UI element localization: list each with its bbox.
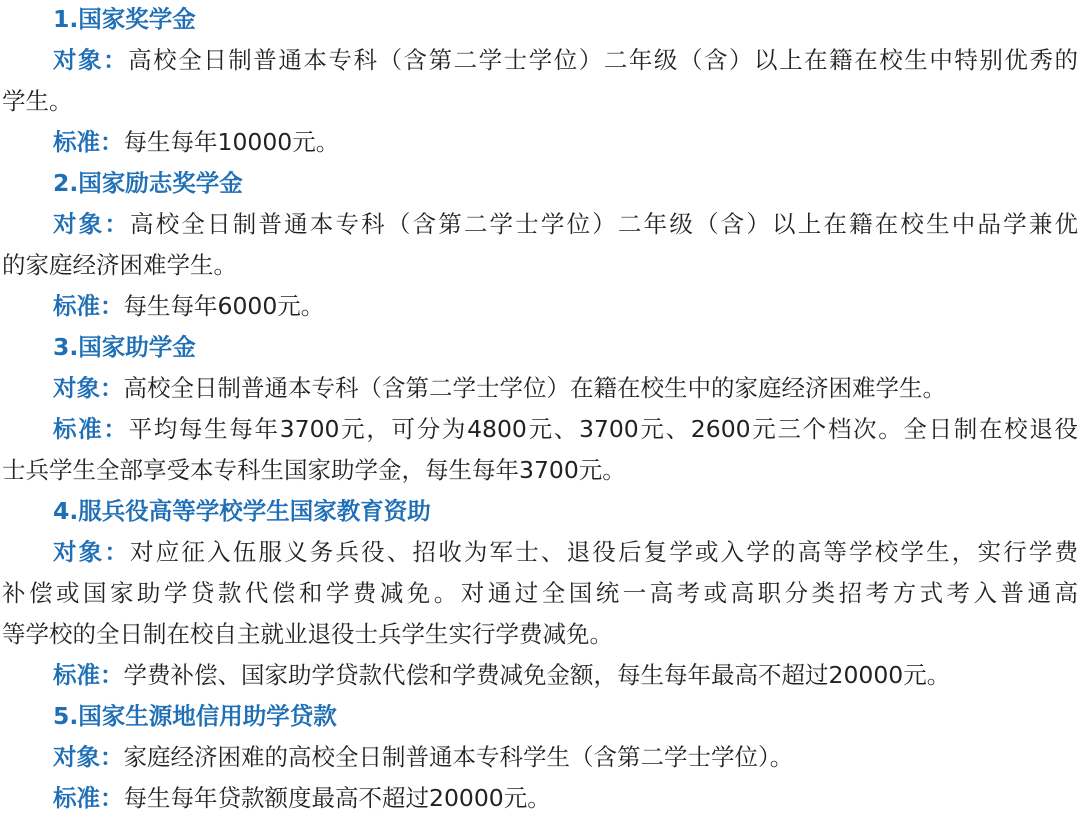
standard-line	[0, 410, 1080, 448]
section-heading: 2.国家励志奖学金	[53, 169, 243, 197]
target-label: 对象：	[53, 46, 129, 74]
section-heading: 1.国家奖学金	[53, 5, 196, 33]
standard-line	[0, 287, 1080, 325]
standard-line	[0, 656, 1080, 694]
target-line	[0, 41, 1080, 79]
target-text: 高校全日制普通本专科（含第二学士学位）在籍在校生中的家庭经济困难学生。	[123, 374, 946, 402]
target-label: 对象：	[53, 538, 131, 566]
target-text: 高校全日制普通本专科（含第二学士学位）二年级（含）以上在籍在校生中特别优秀的	[128, 46, 1079, 74]
standard-label: 标准：	[53, 784, 124, 812]
target-line	[0, 369, 1080, 407]
target-label: 对象：	[53, 374, 124, 402]
standard-label: 标准：	[53, 292, 124, 320]
section-heading: 4.服兵役高等学校学生国家教育资助	[53, 497, 431, 525]
target-line-cont: 等学校的全日制在校自主就业退役士兵学生实行学费减免。	[2, 620, 613, 648]
standard-line	[0, 779, 1080, 817]
standard-text: 每生每年6000元。	[123, 292, 325, 320]
standard-label: 标准：	[53, 415, 129, 443]
target-line	[0, 533, 1080, 571]
section-heading: 3.国家助学金	[53, 333, 196, 361]
target-line	[0, 205, 1080, 243]
target-line	[0, 738, 1080, 776]
target-line-cont: 学生。	[2, 87, 73, 115]
standard-text: 每生每年贷款额度最高不超过20000元。	[123, 784, 551, 812]
target-label: 对象：	[53, 743, 124, 771]
standard-line	[0, 123, 1080, 161]
standard-label: 标准：	[53, 128, 124, 156]
standard-text: 每生每年10000元。	[123, 128, 340, 156]
target-line-cont: 补偿或国家助学贷款代偿和学费减免。对通过全国统一高考或高职分类招考方式考入普通高	[2, 579, 1078, 607]
standard-label: 标准：	[53, 661, 124, 689]
standard-line-cont: 士兵学生全部享受本专科生国家助学金，每生每年3700元。	[2, 456, 626, 484]
target-line-cont: 的家庭经济困难学生。	[2, 251, 237, 279]
target-text: 家庭经济困难的高校全日制普通本专科学生（含第二学士学位）。	[123, 743, 794, 771]
standard-text: 学费补偿、国家助学贷款代偿和学费减免金额，每生每年最高不超过20000元。	[123, 661, 951, 689]
target-text: 高校全日制普通本专科（含第二学士学位）二年级（含）以上在籍在校生中品学兼优	[130, 210, 1079, 238]
section-heading: 5.国家生源地信用助学贷款	[53, 702, 337, 730]
target-label: 对象：	[53, 210, 131, 238]
standard-text: 平均每生每年3700元，可分为4800元、3700元、2600元三个档次。全日制在校退役	[128, 415, 1078, 443]
target-text: 对应征入伍服义务兵役、招收为军士、退役后复学或入学的高等学校学生，实行学费	[130, 538, 1079, 566]
